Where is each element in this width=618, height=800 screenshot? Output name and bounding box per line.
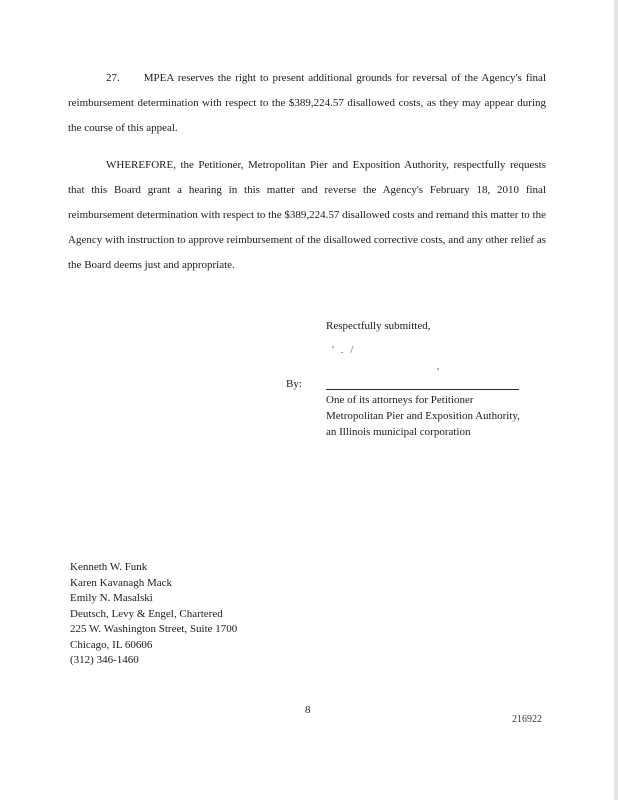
signature-line-3: an Illinois municipal corporation	[326, 426, 471, 438]
attorney-line: Emily N. Masalski	[70, 592, 153, 604]
paragraph-number: 27.	[106, 72, 120, 84]
signature-line	[326, 389, 519, 390]
attorney-line: Karen Kavanagh Mack	[70, 576, 173, 589]
firm-phone: (312) 346-1460	[70, 654, 139, 666]
signature-line-1: One of its attorneys for Petitioner	[326, 394, 474, 406]
by-label: By:	[286, 378, 302, 390]
firm-city: Chicago, IL 60606	[70, 638, 153, 651]
firm-name: Deutsch, Levy & Engel, Chartered	[70, 607, 223, 620]
wherefore-text: WHEREFORE, the Petitioner, Metropolitan Pier and Exposition Authority, respectfully requests that this Board grant a hearing in this matter and reverse the Agency's February 18, 2010 final reimbursement determination with respect to the $389,224.57 disallowed costs and remand this matter to the Agency with instruction to approve reimbursement of the disallowed corrective costs, and any other relief as the Board deems just and appropriate.	[68, 159, 546, 271]
signature-scribble: ' . /	[332, 344, 356, 356]
page-number: 8	[305, 704, 311, 716]
wherefore-paragraph	[68, 153, 546, 278]
firm-address: 225 W. Washington Street, Suite 1700	[70, 623, 238, 635]
paragraph-27	[68, 66, 546, 141]
bates-number: 216922	[512, 714, 542, 725]
attorney-block	[70, 560, 237, 669]
signature-line-2: Metropolitan Pier and Exposition Authority,	[326, 410, 520, 422]
attorney-line: Kenneth W. Funk	[70, 561, 148, 573]
signature-block	[326, 392, 520, 440]
respectfully-submitted: Respectfully submitted,	[326, 320, 431, 332]
paragraph-27-text: MPEA reserves the right to present additional grounds for reversal of the Agency's final reimbursement determination with respect to the $389,224.57 disallowed costs, as they may appear during the course of this appeal.	[68, 72, 546, 134]
signature-mark: '	[437, 366, 439, 378]
page-edge-shadow	[614, 0, 618, 800]
